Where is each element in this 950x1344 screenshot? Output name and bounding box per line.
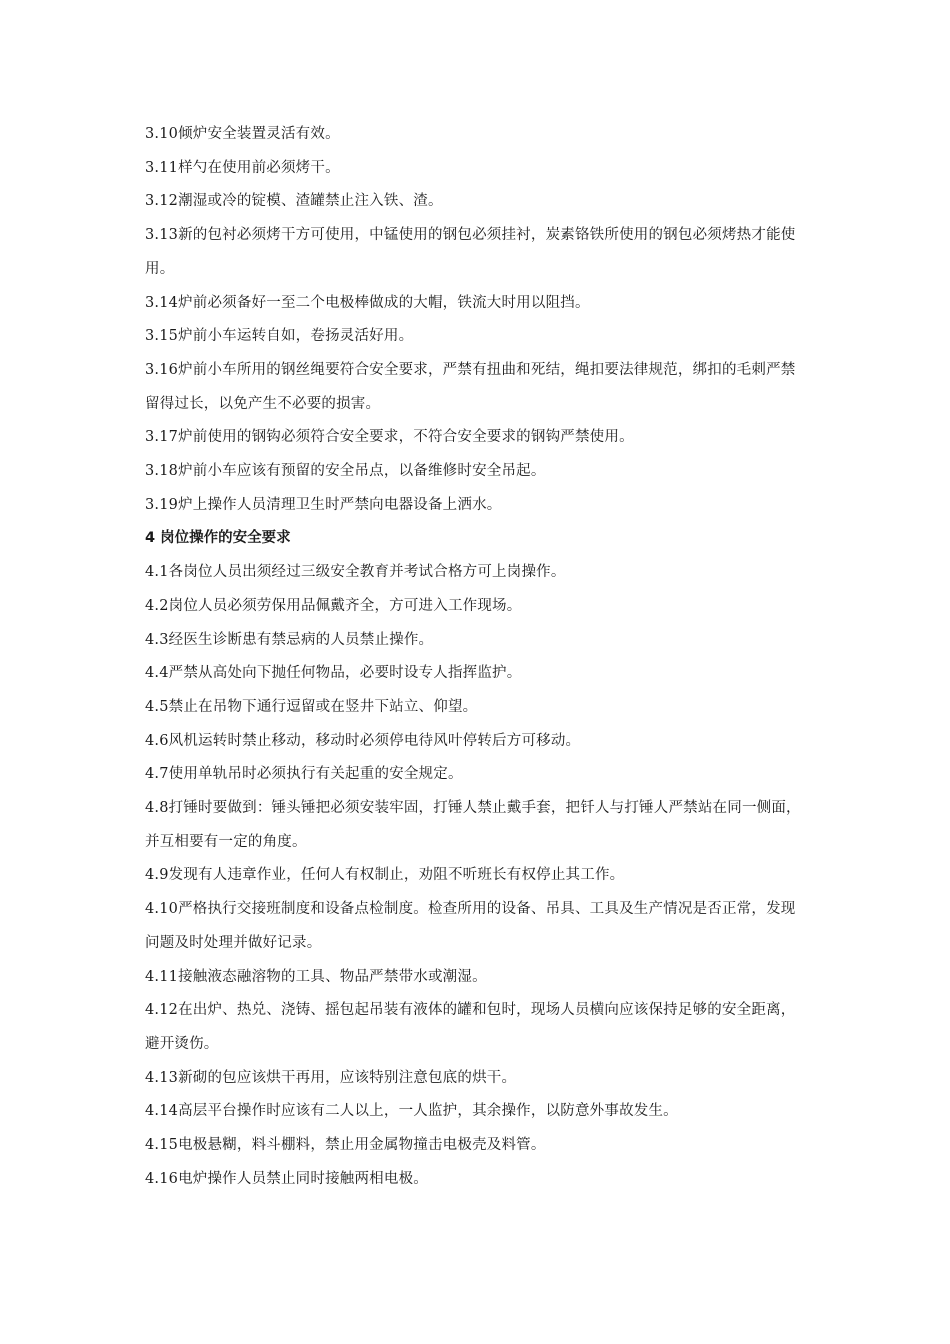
section-4-heading: 4 岗位操作的安全要求 [145,530,291,547]
clause-4-9: 4.9发现有人违章作业，任何人有权制止，劝阻不听班长有权停止其工作。 [145,867,625,884]
clause-4-6: 4.6风机运转时禁止移动，移动时必须停电待风叶停转后方可移动。 [145,732,581,749]
document-body [145,118,810,1197]
clause-3-10: 3.10倾炉安全装置灵活有效。 [145,126,340,142]
clause-3-12: 3.12潮湿或冷的锭模、渣罐禁止注入铁、渣。 [145,193,443,210]
clause-4-1: 4.1各岗位人员岀须经过三级安全教育并考试合格方可上岗操作。 [145,564,566,581]
clause-4-3: 4.3经医生诊断患有禁忌病的人员禁止操作。 [145,631,434,648]
clause-4-8: 4.8打锤时要做到：锤头锤把必须安装牢固，打锤人禁止戴手套，把钎人与打锤人严禁站在同一侧面，并互相要有一定的角度。 [145,800,801,850]
clause-3-18: 3.18炉前小车应该有预留的安全吊点，以备维修时安全吊起。 [145,463,546,480]
clause-4-4: 4.4严禁从高处向下抛任何物品，必要时设专人指挥监护。 [145,665,522,682]
clause-4-12: 4.12在出炉、热兑、浇铸、摇包起吊装有液体的罐和包时，现场人员横向应该保持足够的安全距离，避开烫伤。 [145,1002,796,1052]
clause-4-15: 4.15电极悬糊，料斗棚料，禁止用金属物撞击电极壳及料管。 [145,1137,546,1154]
clause-3-16: 3.16炉前小车所用的钢丝绳要符合安全要求，严禁有扭曲和死结，绳扣要法律规范，绑扣的毛刺严禁留得过长，以免产生不必要的损害。 [145,361,796,412]
clause-4-11: 4.11接触液态融溶物的工具、物品严禁带水或潮湿。 [145,968,487,985]
clause-4-10: 4.10严格执行交接班制度和设备点检制度。检查所用的设备、吊具、工具及生产情况是否正常，发现问题及时处理并做好记录。 [145,901,796,951]
clause-3-14: 3.14炉前必须备好一至二个电极棒做成的大帽，铁流大时用以阻挡。 [145,294,590,311]
clause-4-14: 4.14高层平台操作时应该有二人以上，一人监护，其余操作，以防意外事故发生。 [145,1103,678,1120]
clause-4-13: 4.13新砌的包应该烘干再用，应该特别注意包底的烘干。 [145,1069,517,1086]
clause-4-16: 4.16电炉操作人员禁止同时接触两相电极。 [145,1170,428,1187]
clause-3-15: 3.15炉前小车运转自如，卷扬灵活好用。 [145,328,414,345]
clause-3-17: 3.17炉前使用的钢钩必须符合安全要求，不符合安全要求的钢钩严禁使用。 [145,429,634,446]
clause-4-2: 4.2岗位人员必须劳保用品佩戴齐全，方可进入工作现场。 [145,597,522,614]
clause-4-7: 4.7使用单轨吊时必须执行有关起重的安全规定。 [145,766,463,783]
clause-3-13: 3.13新的包衬必须烤干方可使用，中锰使用的钢包必须挂衬，炭素铬铁所使用的钢包必须烤热才能使用。 [145,227,796,277]
clause-3-19: 3.19炉上操作人员清理卫生时严禁向电器设备上洒水。 [145,496,502,513]
clause-4-5: 4.5禁止在吊物下通行逗留或在竖井下站立、仰望。 [145,698,478,715]
clause-3-11: 3.11样勺在使用前必须烤干。 [145,159,340,176]
